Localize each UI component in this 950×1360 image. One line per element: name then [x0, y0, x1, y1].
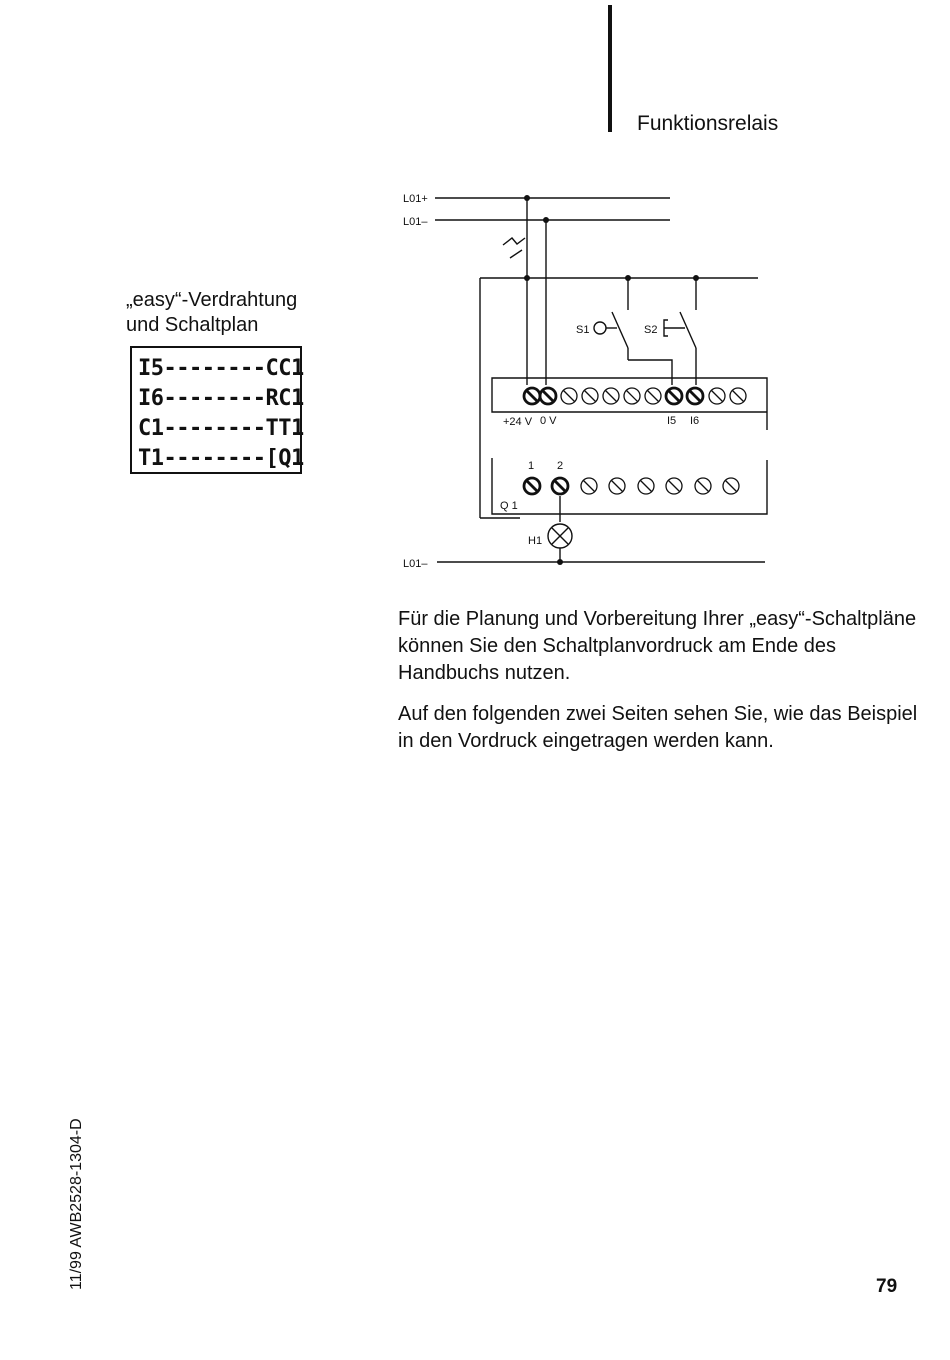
terminal-row-bottom	[581, 478, 739, 494]
body-text	[398, 606, 918, 769]
label-0v: 0 V	[540, 415, 557, 427]
s1-button	[594, 322, 606, 334]
page-header-title: Funktionsrelais	[637, 112, 779, 135]
label-rail-minus: L01–	[403, 216, 428, 228]
label-24v: +24 V	[503, 416, 533, 428]
s2-contact	[680, 312, 696, 348]
document-reference: 11/99 AWB2528-1304-D	[68, 1118, 85, 1290]
paragraph-1: Für die Planung und Vorbereitung Ihrer „easy“-Schaltpläne können Sie den Schaltplanvordruck am Ende des Handbuchs nutzen.	[398, 608, 917, 684]
s1-contact	[612, 312, 628, 348]
lcd-display	[130, 346, 302, 474]
label-q1: Q 1	[500, 500, 518, 512]
paragraph-2: Auf den folgenden zwei Seiten sehen Sie, wie das Beispiel in den Vordruck eingetragen werden kann.	[398, 703, 918, 752]
caption-line-2: und Schaltplan	[126, 314, 259, 336]
lcd-line-2: I6--------RC1	[138, 386, 304, 411]
caption-line-1: „easy“-Verdrahtung	[126, 289, 298, 311]
label-i5: I5	[667, 415, 677, 427]
label-s1: S1	[576, 324, 590, 336]
label-i6: I6	[690, 415, 700, 427]
breaker-symbol	[503, 238, 525, 245]
label-out-2: 2	[557, 460, 564, 472]
lcd-line-1: I5--------CC1	[138, 356, 304, 381]
figure-caption	[126, 288, 297, 338]
label-rail-bottom: L01–	[403, 558, 428, 570]
label-rail-plus: L01+	[403, 193, 428, 205]
lcd-line-4: T1--------[Q1	[138, 446, 304, 471]
s1-wire	[628, 360, 672, 385]
terminal-row-top	[561, 388, 746, 404]
label-s2: S2	[644, 324, 658, 336]
label-out-1: 1	[528, 460, 535, 472]
breaker-arrow-line	[510, 250, 522, 258]
page-number: 79	[876, 1276, 898, 1297]
lcd-line-3: C1--------TT1	[138, 416, 304, 441]
header-rule	[608, 5, 612, 132]
label-h1: H1	[528, 535, 543, 547]
wiring-diagram	[395, 180, 785, 580]
